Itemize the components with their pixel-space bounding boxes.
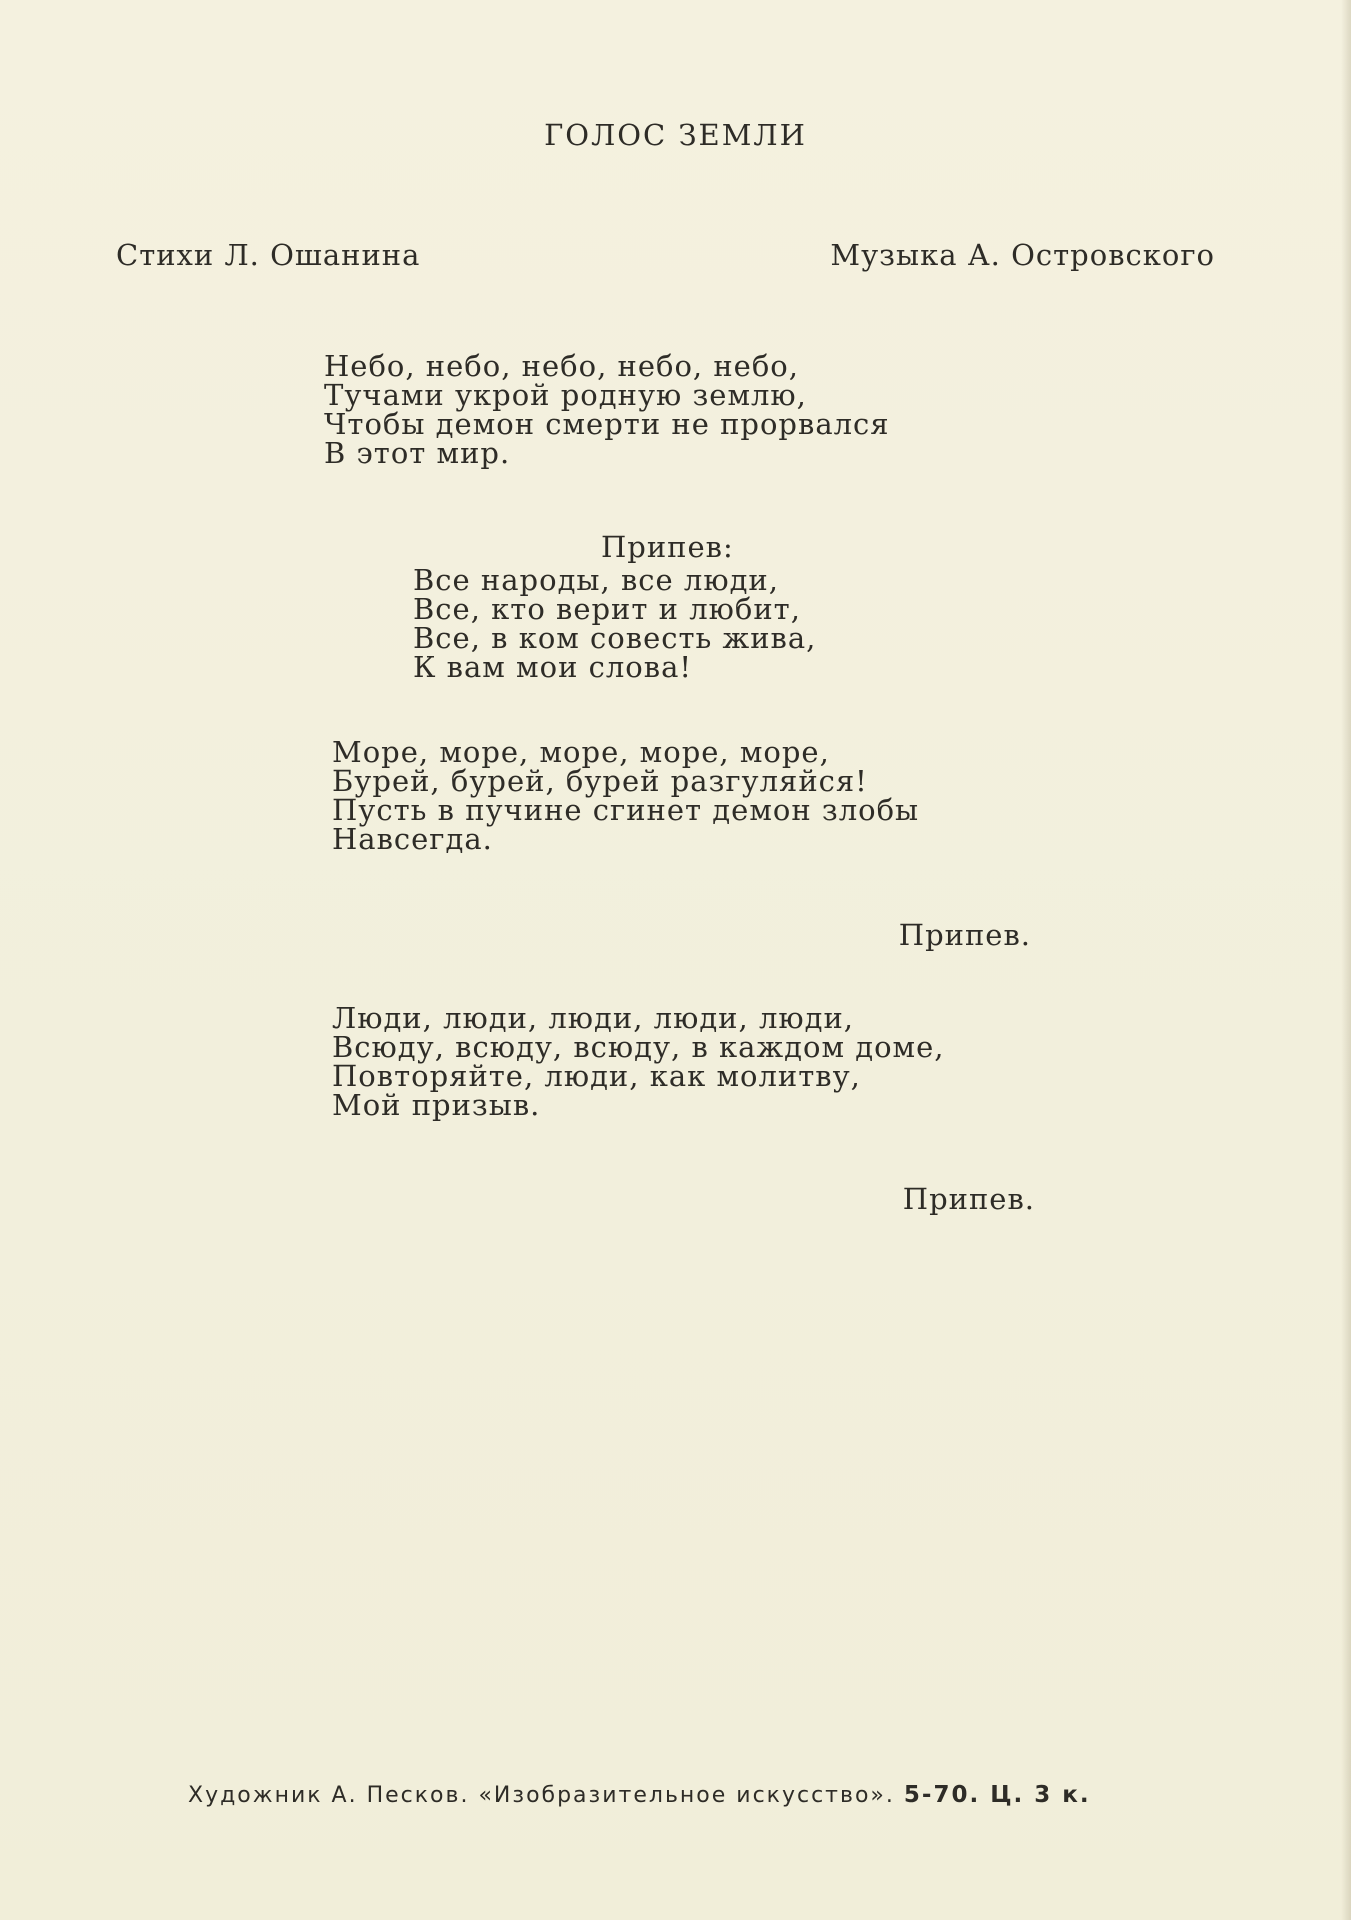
stanza-line: Пусть в пучине сгинет демон злобы xyxy=(332,793,920,827)
imprint-price: 5-70. Ц. 3 к. xyxy=(903,1782,1091,1808)
stanza-line: В этот мир. xyxy=(324,436,511,470)
stanza-1 xyxy=(324,349,890,470)
stanza-line: Люди, люди, люди, люди, люди, xyxy=(332,1001,855,1035)
stanza-line: Море, море, море, море, море, xyxy=(332,735,830,769)
chorus-line: К вам мои слова! xyxy=(413,650,693,684)
chorus-line: Все народы, все люди, xyxy=(413,563,779,597)
chorus xyxy=(413,563,817,684)
stanza-line: Чтобы демон смерти не прорвался xyxy=(324,407,890,441)
stanza-line: Навсегда. xyxy=(332,822,493,856)
stanza-line: Всюду, всюду, всюду, в каждом доме, xyxy=(332,1030,945,1064)
refrain-marker-1: Припев. xyxy=(898,918,1031,952)
stanza-line: Тучами укрой родную землю, xyxy=(324,378,807,412)
lyrics-credit: Стихи Л. Ошанина xyxy=(116,238,421,272)
music-credit: Музыка А. Островского xyxy=(830,238,1215,272)
song-title: ГОЛОС ЗЕМЛИ xyxy=(544,118,807,152)
chorus-heading: Припев: xyxy=(601,530,734,564)
stanza-line: Бурей, бурей, бурей разгуляйся! xyxy=(332,764,868,798)
imprint-footer xyxy=(188,1782,1091,1808)
imprint-text: Художник А. Песков. «Изобразительное искусство». xyxy=(188,1783,895,1808)
stanza-line: Повторяйте, люди, как молитву, xyxy=(332,1059,861,1093)
chorus-line: Все, в ком совесть жива, xyxy=(413,621,817,655)
stanza-3 xyxy=(332,1001,945,1122)
stanza-line: Небо, небо, небо, небо, небо, xyxy=(324,349,799,383)
chorus-line: Все, кто верит и любит, xyxy=(413,592,801,626)
stanza-line: Мой призыв. xyxy=(332,1088,541,1122)
stanza-2 xyxy=(332,735,920,856)
refrain-marker-2: Припев. xyxy=(902,1182,1035,1216)
page-edge-shadow xyxy=(1341,0,1351,1920)
